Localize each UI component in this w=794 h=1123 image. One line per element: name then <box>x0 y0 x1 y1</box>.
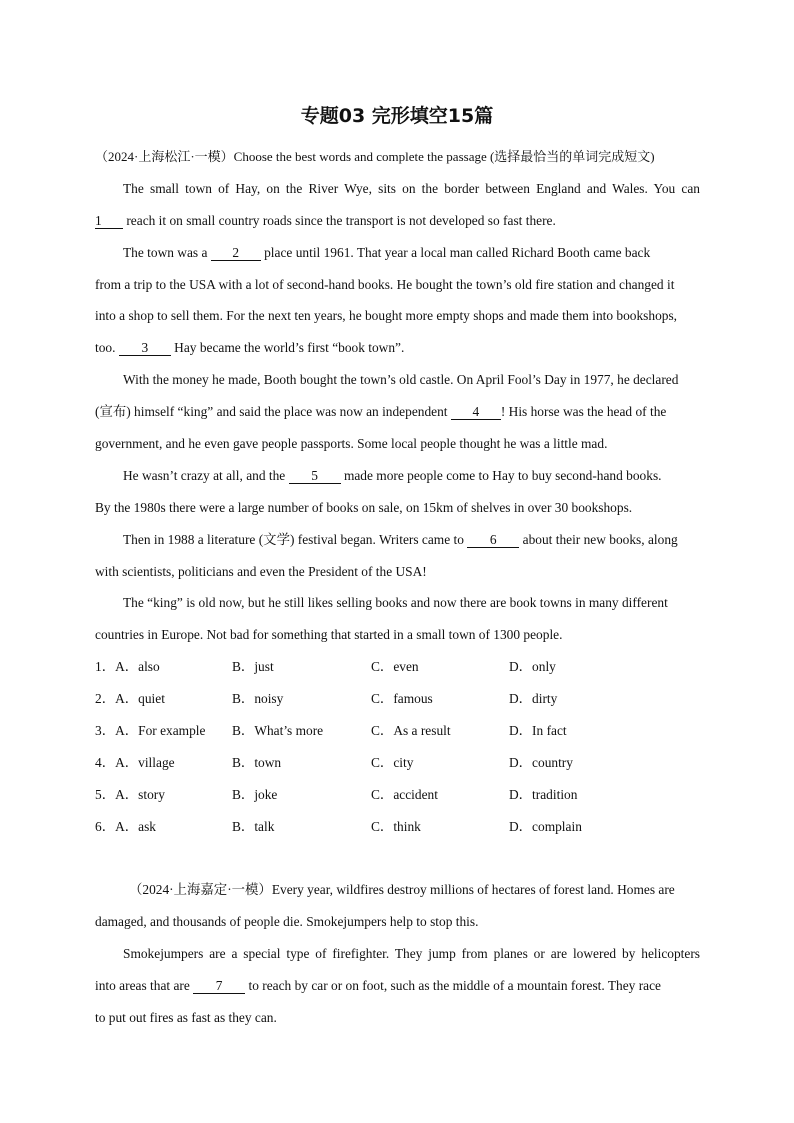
option-d[interactable]: D．only <box>509 659 556 675</box>
document-body <box>95 141 700 1034</box>
passage-2-line: damaged, and thousands of people die. Smokejumpers help to stop this. <box>95 914 479 930</box>
passage-1-line: too. 3 Hay became the world’s first “book town”. <box>95 340 405 356</box>
options-list <box>95 651 700 842</box>
option-a[interactable]: 6．A．ask <box>95 818 156 834</box>
passage-1-line: 1 reach it on small country roads since the transport is not developed so fast there. <box>95 212 556 228</box>
passage-1-line: from a trip to the USA with a lot of second-hand books. He bought the town’s old fire station and changed it <box>95 276 675 292</box>
option-d[interactable]: D．complain <box>509 818 582 834</box>
option-c[interactable]: C．accident <box>371 786 438 802</box>
passage-1-line: The small town of Hay, on the River Wye, sits on the border between England and Wales. You can <box>123 180 700 196</box>
option-d[interactable]: D．tradition <box>509 786 578 802</box>
option-b[interactable]: B．joke <box>232 786 278 802</box>
passage-2-line: to put out fires as fast as they can. <box>95 1010 277 1026</box>
blank-1[interactable]: 1 <box>95 213 123 229</box>
option-d[interactable]: D．country <box>509 754 573 770</box>
passage-1-line: with scientists, politicians and even the President of the USA! <box>95 563 427 579</box>
passage-1-line: Then in 1988 a literature (文学) festival began. Writers came to 6 about their new books, along <box>123 531 678 547</box>
option-b[interactable]: B．noisy <box>232 691 284 707</box>
option-row-1 <box>95 651 700 683</box>
option-row-2 <box>95 683 700 715</box>
option-c[interactable]: C．As a result <box>371 723 451 739</box>
option-c[interactable]: C．famous <box>371 691 433 707</box>
option-a[interactable]: 4．A．village <box>95 754 175 770</box>
option-a[interactable]: 3．A．For example <box>95 723 206 739</box>
option-row-3 <box>95 715 700 747</box>
option-b[interactable]: B．just <box>232 659 274 675</box>
passage-1-line: government, and he even gave people passports. Some local people thought he was a little mad. <box>95 436 608 452</box>
blank-3[interactable]: 3 <box>119 340 171 356</box>
option-a[interactable]: 2．A．quiet <box>95 691 165 707</box>
passage-1-line: He wasn’t crazy at all, and the 5 made more people come to Hay to buy second-hand books. <box>123 467 662 483</box>
passage-2-line: into areas that are 7 to reach by car or on foot, such as the middle of a mountain forest. They race <box>95 978 661 994</box>
passage-1-line: countries in Europe. Not bad for something that started in a small town of 1300 people. <box>95 627 563 643</box>
option-d[interactable]: D．In fact <box>509 723 567 739</box>
passage-1-line: By the 1980s there were a large number of books on sale, on 15km of shelves in over 30 bookshops. <box>95 499 633 515</box>
passage-1-line: The town was a 2 place until 1961. That year a local man called Richard Booth came back <box>123 244 651 260</box>
passage-1-line: (宣布) himself “king” and said the place was now an independent 4 ! His horse was the head of the <box>95 404 667 420</box>
option-c[interactable]: C．even <box>371 659 419 675</box>
option-b[interactable]: B．talk <box>232 818 275 834</box>
passage-1-source: （2024·上海松江·一模）Choose the best words and complete the passage (选择最恰当的单词完成短文) <box>95 149 655 164</box>
blank-7[interactable]: 7 <box>193 978 245 994</box>
passage-2-line: Smokejumpers are a special type of firefighter. They jump from planes or are lowered by helicopters <box>123 946 700 962</box>
passage-1-line: The “king” is old now, but he still likes selling books and now there are book towns in many different <box>123 595 668 611</box>
option-a[interactable]: 1．A．also <box>95 659 160 675</box>
blank-2[interactable]: 2 <box>211 245 261 261</box>
blank-4[interactable]: 4 <box>451 404 501 420</box>
passage-2-line: （2024·上海嘉定·一模）Every year, wildfires destroy millions of hectares of forest land. Homes are <box>129 882 675 898</box>
blank-6[interactable]: 6 <box>467 532 519 548</box>
option-row-4 <box>95 747 700 779</box>
option-d[interactable]: D．dirty <box>509 691 558 707</box>
option-b[interactable]: B．town <box>232 754 282 770</box>
option-c[interactable]: C．city <box>371 754 414 770</box>
option-c[interactable]: C．think <box>371 818 421 834</box>
option-row-5 <box>95 779 700 811</box>
option-b[interactable]: B．What’s more <box>232 723 324 739</box>
option-row-6 <box>95 811 700 843</box>
option-a[interactable]: 5．A．story <box>95 786 165 802</box>
section-spacer <box>95 843 700 875</box>
page-title: 专题03 完形填空15篇 <box>300 105 494 127</box>
blank-5[interactable]: 5 <box>289 468 341 484</box>
passage-1-line: With the money he made, Booth bought the town’s old castle. On April Fool’s Day in 1977, he declared <box>123 372 679 388</box>
passage-1-line: into a shop to sell them. For the next ten years, he bought more empty shops and made them into bookshops, <box>95 308 678 324</box>
